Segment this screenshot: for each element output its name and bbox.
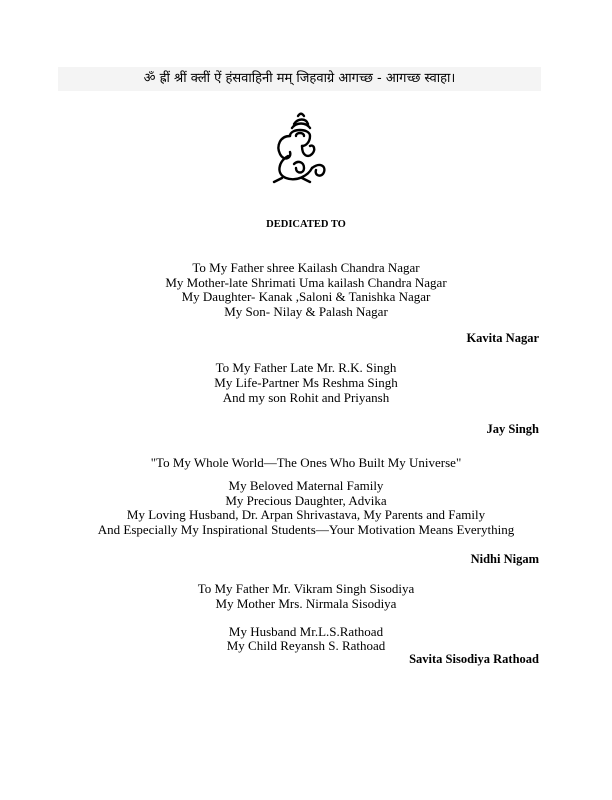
dedication-line: My Son- Nilay & Palash Nagar <box>224 304 388 319</box>
dedication-line: My Life-Partner Ms Reshma Singh <box>214 375 398 390</box>
dedication-line: To My Father Late Mr. R.K. Singh <box>215 360 397 375</box>
author-signature: Jay Singh <box>486 422 539 436</box>
dedication-heading: DEDICATED TO <box>266 219 346 230</box>
dedication-quote: "To My Whole World—The Ones Who Built My Universe" <box>150 455 462 470</box>
dedication-line: And my son Rohit and Priyansh <box>222 390 390 405</box>
dedication-line: To My Father shree Kailash Chandra Nagar <box>192 260 420 275</box>
dedication-line: My Child Reyansh S. Rathoad <box>226 638 386 653</box>
mantra-banner: ॐ ह्रीं श्रीं क्लीं ऐं हंसवाहिनी मम् जिहवाग्रे आगच्छ - आगच्छ स्वाहा। <box>58 67 541 91</box>
dedication-line: And Especially My Inspirational Students—Your Motivation Means Everything <box>97 522 515 537</box>
dedication-line: My Precious Daughter, Advika <box>225 493 387 508</box>
ganesha-icon <box>268 112 332 184</box>
dedication-line: My Mother-late Shrimati Uma kailash Chandra Nagar <box>165 275 447 290</box>
dedication-line: My Daughter- Kanak ,Saloni & Tanishka Nagar <box>181 289 431 304</box>
dedication-line: My Mother Mrs. Nirmala Sisodiya <box>215 596 397 611</box>
dedication-line: My Husband Mr.L.S.Rathoad <box>228 624 384 639</box>
dedication-line: My Beloved Maternal Family <box>228 478 384 493</box>
author-signature: Savita Sisodiya Rathoad <box>409 652 539 666</box>
dedication-line: To My Father Mr. Vikram Singh Sisodiya <box>197 581 415 596</box>
dedication-line: My Loving Husband, Dr. Arpan Shrivastava, My Parents and Family <box>126 507 486 522</box>
author-signature: Kavita Nagar <box>466 331 539 345</box>
author-signature: Nidhi Nigam <box>470 552 539 566</box>
